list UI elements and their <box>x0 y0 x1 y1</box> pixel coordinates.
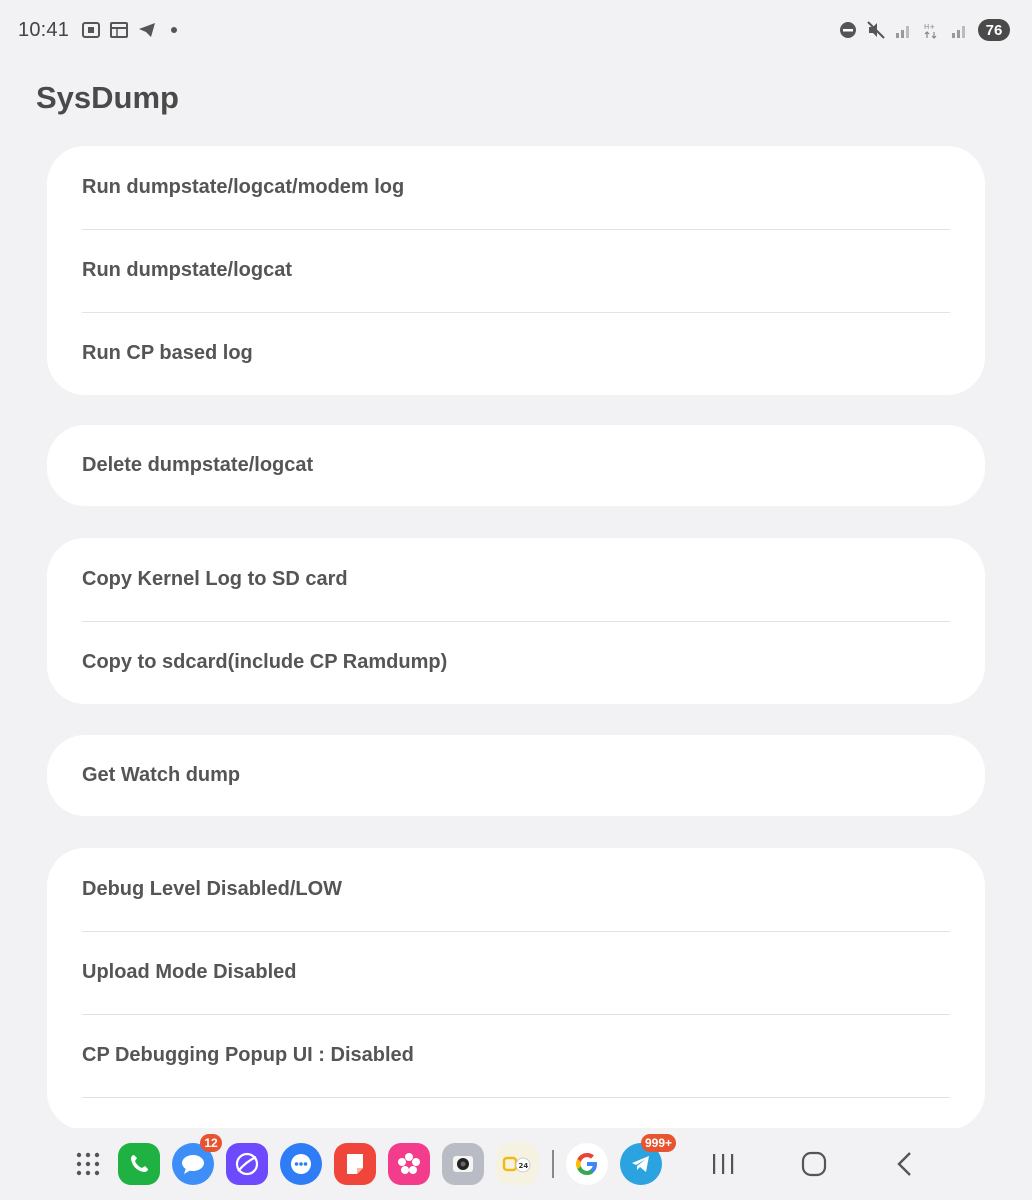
apps-grid-icon[interactable] <box>70 1143 106 1185</box>
svg-text:H+: H+ <box>924 23 936 31</box>
chat-app-icon[interactable] <box>280 1143 322 1185</box>
watch-group <box>47 735 985 816</box>
upload-mode-item[interactable]: Upload Mode Disabled <box>47 931 985 1014</box>
recents-button[interactable] <box>708 1128 738 1200</box>
get-watch-dump-item[interactable]: Get Watch dump <box>82 764 241 786</box>
status-time: 10:41 <box>18 18 70 41</box>
calendar-app-icon[interactable] <box>496 1143 538 1185</box>
cp-debugging-popup-item[interactable]: CP Debugging Popup UI : Disabled <box>47 1014 985 1097</box>
telegram-app-icon[interactable] <box>620 1136 672 1185</box>
notes-app-icon[interactable] <box>334 1143 376 1185</box>
gallery-app-icon[interactable] <box>388 1143 430 1185</box>
status-left <box>18 19 177 42</box>
svg-text:24: 24 <box>518 1162 529 1170</box>
home-icon <box>800 1150 828 1178</box>
mute-icon <box>866 20 886 40</box>
camera-app-icon[interactable] <box>442 1143 484 1185</box>
internet-app-icon[interactable] <box>226 1143 268 1185</box>
debug-level-item[interactable]: Debug Level Disabled/LOW <box>82 878 343 900</box>
screenshot-icon <box>81 20 101 40</box>
delete-group <box>47 425 985 506</box>
run-cp-based-log-item[interactable]: Run CP based log <box>47 312 985 395</box>
notification-dot-icon <box>171 27 177 33</box>
calendar-icon <box>109 20 129 40</box>
home-button[interactable] <box>800 1128 828 1200</box>
status-bar <box>0 0 1032 60</box>
copy-to-sdcard-item[interactable]: Copy to sdcard(include CP Ramdump) <box>47 621 985 704</box>
phone-app-icon[interactable] <box>118 1143 160 1185</box>
debug-group <box>47 848 985 1130</box>
run-dumpstate-logcat-item[interactable]: Run dumpstate/logcat <box>47 229 985 312</box>
taskbar-divider <box>552 1150 554 1178</box>
taskbar <box>0 1128 1032 1200</box>
telegram-icon <box>137 20 157 40</box>
run-dumpstate-logcat-modem-item[interactable]: Run dumpstate/logcat/modem log <box>82 176 405 198</box>
messages-badge: 12 <box>200 1134 222 1152</box>
google-app-icon[interactable] <box>566 1143 608 1185</box>
back-button[interactable] <box>893 1128 917 1200</box>
delete-dumpstate-logcat-item[interactable]: Delete dumpstate/logcat <box>82 454 314 476</box>
dnd-icon <box>838 20 858 40</box>
recents-icon <box>708 1151 738 1177</box>
signal-icon <box>894 20 914 40</box>
back-icon <box>893 1150 917 1178</box>
signal-icon <box>950 20 970 40</box>
messages-app-icon[interactable] <box>172 1136 218 1185</box>
log-run-group <box>47 146 985 395</box>
battery-indicator: 76 <box>978 19 1010 41</box>
copy-kernel-log-item[interactable]: Copy Kernel Log to SD card <box>82 568 348 590</box>
page-title: SysDump <box>36 80 179 115</box>
data-icon <box>922 20 942 40</box>
status-right <box>838 19 1010 41</box>
telegram-badge: 999+ <box>641 1134 676 1152</box>
copy-group <box>47 538 985 704</box>
